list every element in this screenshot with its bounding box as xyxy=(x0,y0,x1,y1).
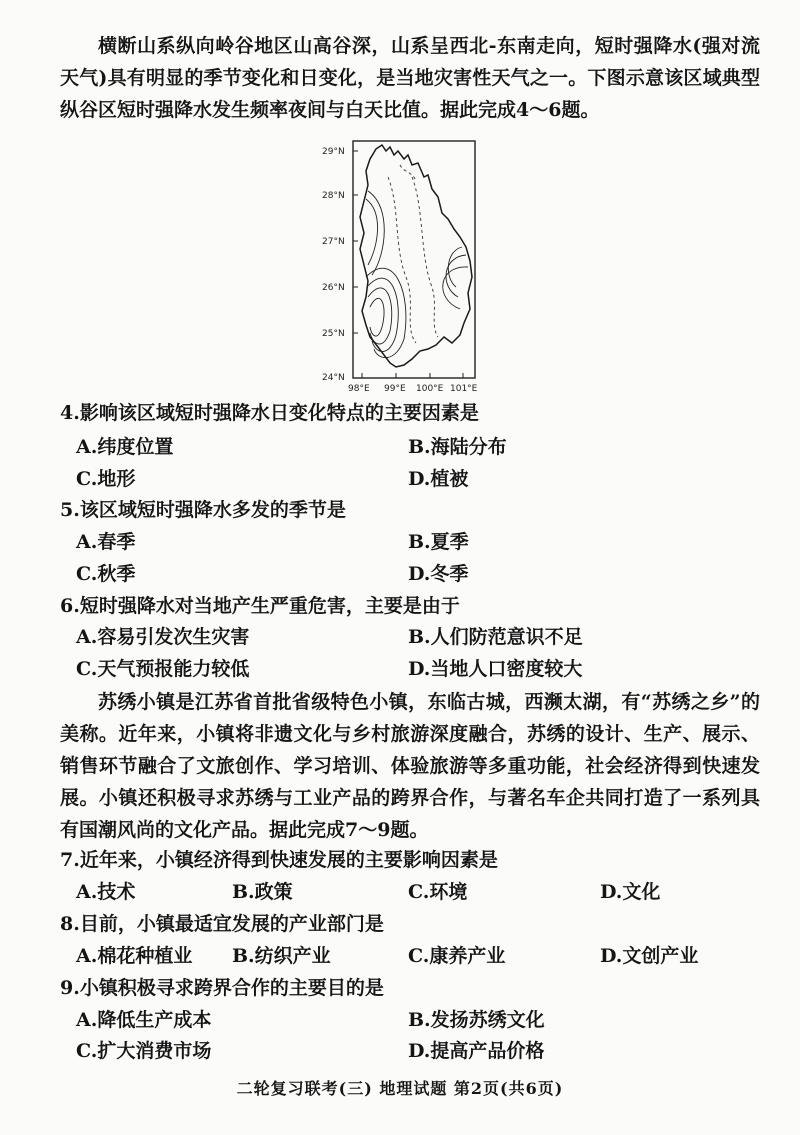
question-4-stem: 4.影响该区域短时强降水日变化特点的主要因素是 xyxy=(60,402,479,424)
option-7a[interactable]: A.技术 xyxy=(76,881,136,903)
lat-label: 25°N xyxy=(322,329,345,339)
option-7d[interactable]: D.文化 xyxy=(600,881,661,903)
option-4d[interactable]: D.植被 xyxy=(408,468,469,490)
option-5d[interactable]: D.冬季 xyxy=(408,563,469,585)
option-4c[interactable]: C.地形 xyxy=(76,468,136,490)
lat-label: 26°N xyxy=(322,283,345,293)
option-8a[interactable]: A.棉花种植业 xyxy=(76,945,193,967)
option-5c[interactable]: C.秋季 xyxy=(76,563,136,585)
lat-label: 24°N xyxy=(322,373,345,383)
option-5b[interactable]: B.夏季 xyxy=(408,531,469,553)
question-9-stem: 9.小镇积极寻求跨界合作的主要目的是 xyxy=(60,977,384,999)
question-8-stem: 8.目前，小镇最适宜发展的产业部门是 xyxy=(60,913,384,935)
option-8d[interactable]: D.文创产业 xyxy=(600,945,699,967)
option-7c[interactable]: C.环境 xyxy=(408,881,468,903)
option-6c[interactable]: C.天气预报能力较低 xyxy=(76,658,250,680)
passage-embroidery: 苏绣小镇是江苏省首批省级特色小镇，东临古城，西濒太湖，有“苏绣之乡”的美称。近年来，小镇将非遗文化与乡村旅游深度融合，苏绣的设计、生产、展示、销售环节融合了文旅创作、学习培训、体验旅游等多重功能，社会经济得到快速发展。小镇还积极寻求苏绣与工业产品的跨界合作，与著名车企共同打造了一系列具有国潮风尚的文化产品。据此完成7～9题。 xyxy=(60,691,760,841)
lat-label: 27°N xyxy=(322,237,345,247)
lon-label: 100°E xyxy=(416,384,444,394)
passage-rainfall: 横断山系纵向岭谷地区山高谷深，山系呈西北-东南走向，短时强降水(强对流天气)具有明显的季节变化和日变化，是当地灾害性天气之一。下图示意该区域典型纵谷区短时强降水发生频率夜间与白天比值。据此完成4～6题。 xyxy=(60,35,760,121)
map-svg xyxy=(320,137,480,397)
option-7b[interactable]: B.政策 xyxy=(232,881,293,903)
question-7-stem: 7.近年来，小镇经济得到快速发展的主要影响因素是 xyxy=(60,849,498,871)
question-6-stem: 6.短时强降水对当地产生严重危害，主要是由于 xyxy=(60,595,460,617)
lon-label: 99°E xyxy=(384,384,406,394)
option-5a[interactable]: A.春季 xyxy=(76,531,136,553)
option-9d[interactable]: D.提高产品价格 xyxy=(408,1040,545,1062)
region-outline xyxy=(360,145,472,367)
option-6a[interactable]: A.容易引发次生灾害 xyxy=(76,626,250,648)
lon-ticks xyxy=(362,373,463,378)
lat-label: 29°N xyxy=(322,147,345,157)
option-8b[interactable]: B.纺织产业 xyxy=(232,945,331,967)
question-5-stem: 5.该区域短时强降水多发的季节是 xyxy=(60,499,346,521)
lon-label: 98°E xyxy=(348,384,370,394)
lat-label: 28°N xyxy=(322,191,345,201)
page-footer: 二轮复习联考(三) 地理试题 第2页(共6页) xyxy=(236,1079,564,1098)
lon-label: 101°E xyxy=(450,384,478,394)
option-9b[interactable]: B.发扬苏绣文化 xyxy=(408,1009,545,1031)
option-9a[interactable]: A.降低生产成本 xyxy=(76,1009,212,1031)
option-6b[interactable]: B.人们防范意识不足 xyxy=(408,626,583,648)
option-6d[interactable]: D.当地人口密度较大 xyxy=(408,658,583,680)
option-8c[interactable]: C.康养产业 xyxy=(408,945,506,967)
lat-ticks xyxy=(353,151,358,333)
valley-rainfall-map xyxy=(320,137,480,397)
option-4a[interactable]: A.纬度位置 xyxy=(76,436,174,458)
option-4b[interactable]: B.海陆分布 xyxy=(408,436,507,458)
option-9c[interactable]: C.扩大消费市场 xyxy=(76,1040,212,1062)
